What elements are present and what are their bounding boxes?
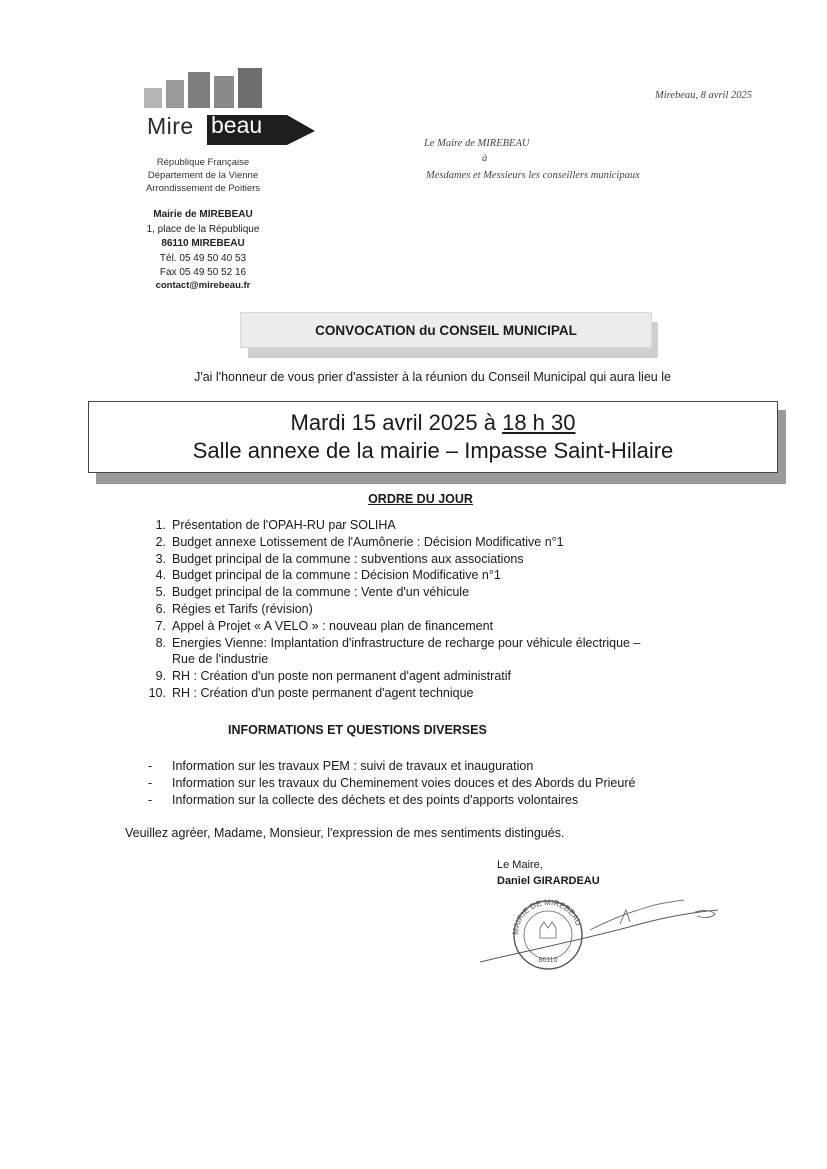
info-item: - Information sur les travaux du Cheminement voies douces et des Abords du Prieuré — [148, 775, 636, 790]
meeting-date-prefix: Mardi 15 avril 2025 à — [290, 410, 503, 435]
agenda-item: 8. Energies Vienne: Implantation d'infrastructure de recharge pour véhicule électrique – — [155, 635, 641, 650]
mairie-address-2: 86110 MIREBEAU — [161, 238, 245, 249]
mairie-name: Mairie de MIREBEAU — [153, 209, 253, 220]
svg-text:MAIRIE DE MIREBEAU: MAIRIE DE MIREBEAU — [510, 897, 584, 936]
dash-bullet: - — [148, 792, 153, 807]
sender-recipient-block — [420, 136, 700, 183]
meeting-time: 18 h 30 — [502, 410, 576, 435]
info-item: - Information sur les travaux PEM : suivi de travaux et inauguration — [148, 759, 534, 773]
agenda-item: 10. RH : Création d'un poste permanent d'agent technique — [148, 685, 474, 700]
convocation-banner: CONVOCATION du CONSEIL MUNICIPAL — [240, 312, 652, 348]
letter-date: Mirebeau, 8 avril 2025 — [655, 90, 753, 101]
mairie-stamp-and-signature — [470, 890, 730, 980]
agenda-item: 2. Budget annexe Lotissement de l'Aumônerie : Décision Modificative n°1 — [155, 534, 564, 549]
dash-bullet: - — [148, 775, 153, 790]
agenda-item: 9. RH : Création d'un poste non permanent d'agent administratif — [155, 669, 511, 684]
admin-line-3: Arrondissement de Poitiers — [145, 183, 261, 194]
logo-text-mire: Mire — [147, 113, 194, 139]
meeting-place: Salle annexe de la mairie – Impasse Saint-Hilaire — [192, 438, 674, 463]
agenda-item: 1. Présentation de l'OPAH-RU par SOLIHA — [155, 518, 396, 532]
signature-role: Le Maire, — [497, 859, 543, 871]
meeting-box — [88, 401, 778, 473]
to-line: à — [482, 153, 488, 164]
mairie-email: contact@mirebeau.fr — [155, 280, 251, 291]
mairie-address-1: 1, place de la République — [146, 224, 260, 235]
logo-text-beau: beau — [211, 112, 263, 138]
agenda-item: 7. Appel à Projet « A VELO » : nouveau plan de financement — [155, 618, 494, 633]
svg-text:86110: 86110 — [538, 957, 558, 964]
info-list — [148, 758, 748, 808]
agenda-title: ORDRE DU JOUR — [368, 492, 473, 506]
signature-name: Daniel GIRARDEAU — [497, 875, 600, 887]
recipient-line: Mesdames et Messieurs les conseillers municipaux — [426, 170, 640, 181]
meeting-date — [89, 410, 777, 436]
admin-line-2: Département de la Vienne — [147, 170, 259, 181]
agenda-item: 5. Budget principal de la commune : Vente d'un véhicule — [155, 585, 470, 600]
info-title: INFORMATIONS ET QUESTIONS DIVERSES — [228, 723, 487, 737]
closing-formula: Veuillez agréer, Madame, Monsieur, l'expression de mes sentiments distingués. — [125, 826, 565, 840]
agenda-item: 3. Budget principal de la commune : subventions aux associations — [155, 551, 524, 566]
dash-bullet: - — [148, 759, 153, 773]
mairie-tel: Tél. 05 49 50 40 53 — [159, 253, 247, 264]
agenda-list — [132, 517, 732, 702]
info-item: - Information sur la collecte des déchets et des points d'apports volontaires — [148, 792, 579, 807]
sender-line: Le Maire de MIREBEAU — [424, 138, 530, 149]
agenda-item: 4. Budget principal de la commune : Décision Modificative n°1 — [155, 568, 501, 583]
agenda-item-continuation: Rue de l'industrie — [172, 652, 269, 667]
admin-line-1: République Française — [156, 157, 250, 168]
mairie-fax: Fax 05 49 50 52 16 — [159, 267, 247, 278]
intro-text: J'ai l'honneur de vous prier d'assister à la réunion du Conseil Municipal qui aura lieu le — [194, 370, 671, 384]
agenda-item: 6. Régies et Tarifs (révision) — [155, 601, 313, 616]
